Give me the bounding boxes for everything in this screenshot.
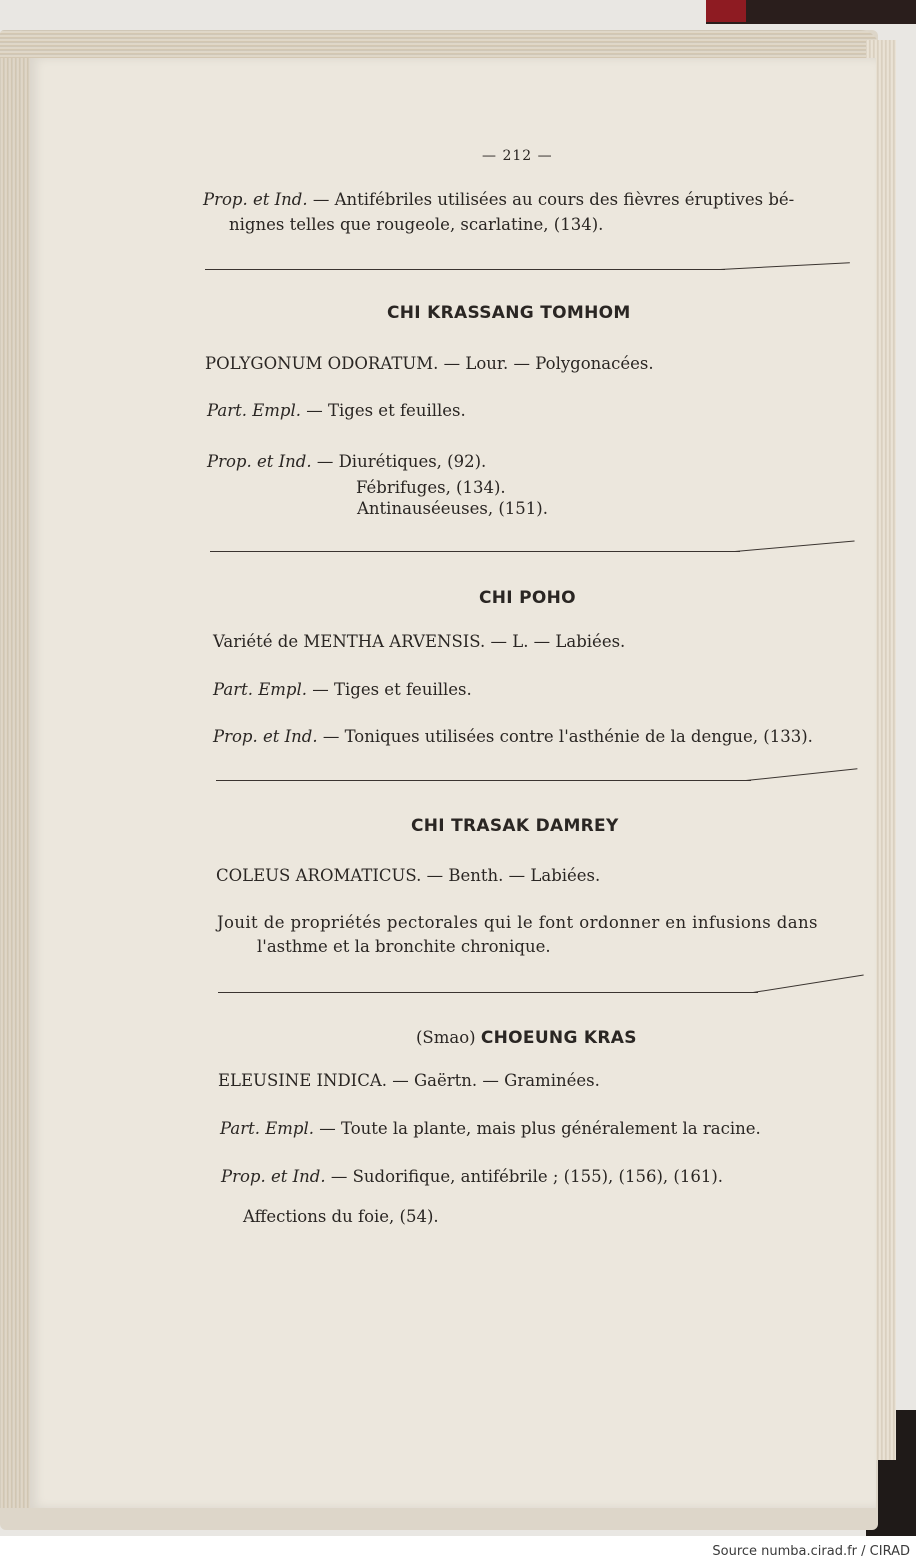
entry-part [220, 1119, 761, 1138]
part-text: — Toute la plante, mais plus généralement la racine. [319, 1119, 761, 1138]
intro-line-1 [203, 190, 794, 209]
divider-rule-tail [720, 262, 850, 270]
scan-corner-red [706, 0, 746, 22]
entry-description-2: l'asthme et la bronchite chronique. [257, 937, 551, 956]
entry-prop [213, 727, 813, 746]
title-prefix: (Smao) [416, 1028, 476, 1047]
entry-description-1: Jouit de propriétés pectorales qui le font ordonner en infusions dans [217, 913, 818, 932]
entry-species: ELEUSINE INDICA. — Gaërtn. — Graminées. [218, 1071, 600, 1090]
prop-line: Fébrifuges, (134). [356, 478, 506, 497]
intro-text-1: — Antifébriles utilisées au cours des fièvres éruptives bé- [312, 190, 795, 209]
entry-title: CHOEUNG KRAS [480, 1028, 637, 1048]
prop-label: Prop. et Ind. [207, 452, 312, 471]
entry-title-line [416, 1028, 637, 1048]
entry-species: COLEUS AROMATICUS. — Benth. — Labiées. [216, 866, 601, 885]
divider-rule-tail [735, 541, 855, 552]
entry-species: Variété de MENTHA ARVENSIS. — L. — Labiées. [213, 632, 626, 651]
entry-prop [207, 452, 486, 471]
page-stack-left [0, 58, 30, 1508]
page-stack-top [0, 30, 880, 60]
entry-species: POLYGONUM ODORATUM. — Lour. — Polygonacées. [205, 354, 654, 373]
divider-rule [210, 551, 740, 552]
prop-line: — Diurétiques, (92). [316, 452, 487, 471]
prop-text: — Sudorifique, antifébrile ; (155), (156), (161). [330, 1167, 724, 1186]
entry-title: CHI TRASAK DAMREY [411, 816, 619, 836]
divider-rule [205, 269, 725, 270]
intro-text-2: nignes telles que rougeole, scarlatine, (134). [229, 215, 604, 234]
part-text: — Tiges et feuilles. [306, 401, 466, 420]
page-number: — 212 — [482, 148, 553, 164]
book-page [30, 58, 876, 1508]
part-label: Part. Empl. [207, 401, 301, 420]
source-caption: Source numba.cirad.fr / CIRAD [712, 1544, 910, 1559]
entry-extra: Affections du foie, (54). [243, 1207, 439, 1226]
intro-label: Prop. et Ind. [203, 190, 308, 209]
entry-title: CHI POHO [479, 588, 576, 608]
entry-title: CHI KRASSANG TOMHOM [387, 303, 631, 323]
part-label: Part. Empl. [213, 680, 307, 699]
entry-part [213, 680, 472, 699]
divider-rule [218, 992, 758, 993]
divider-rule [216, 780, 751, 781]
entry-part [207, 401, 466, 420]
part-text: — Tiges et feuilles. [312, 680, 472, 699]
part-label: Part. Empl. [220, 1119, 314, 1138]
prop-label: Prop. et Ind. [221, 1167, 326, 1186]
entry-prop [221, 1167, 723, 1186]
divider-rule-tail [753, 974, 864, 993]
prop-text: — Toniques utilisées contre l'asthénie de la dengue, (133). [322, 727, 813, 746]
prop-line: Antinauséeuses, (151). [357, 499, 548, 518]
prop-label: Prop. et Ind. [213, 727, 318, 746]
divider-rule-tail [746, 768, 857, 781]
